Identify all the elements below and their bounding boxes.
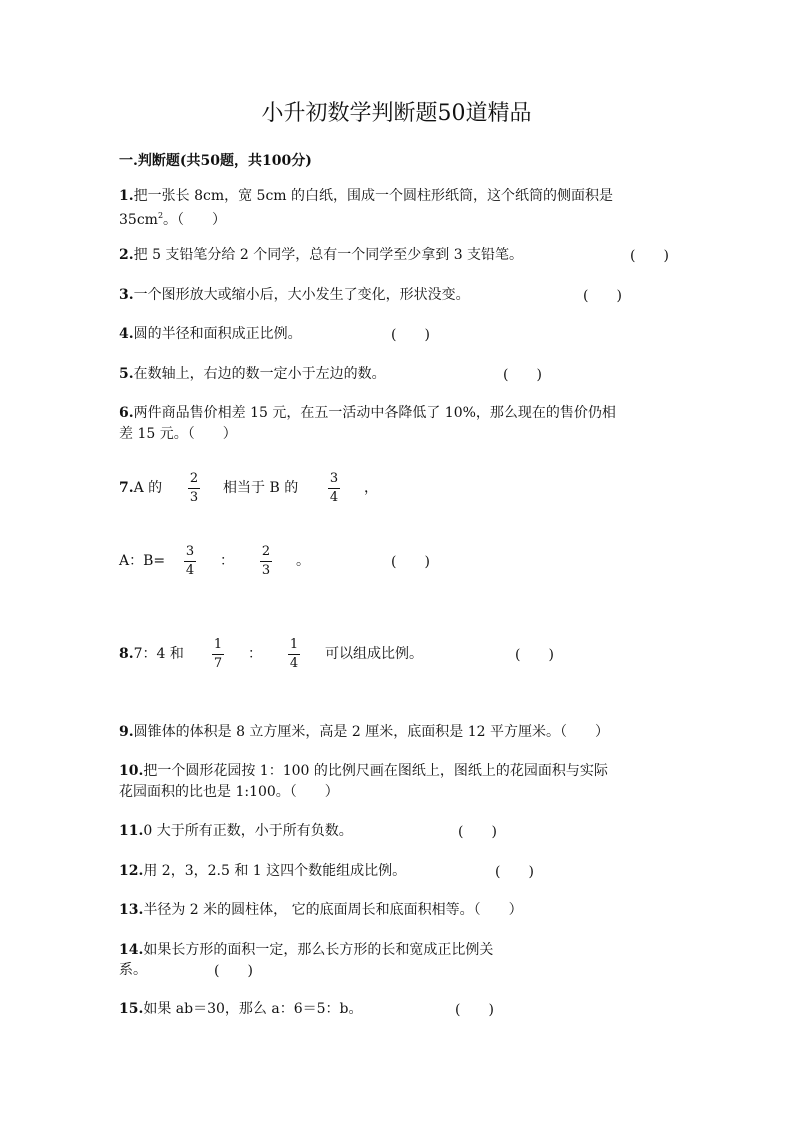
- question-1-line2: [119, 206, 226, 230]
- fraction-two-thirds: [186, 471, 202, 506]
- answer-blank[interactable]: ( ): [495, 864, 534, 880]
- question-13: [119, 900, 523, 920]
- fraction-bar: [260, 561, 272, 562]
- question-text: 差 15 元。（ ）: [119, 426, 237, 442]
- question-7: [119, 478, 162, 498]
- answer-blank[interactable]: ( ): [391, 554, 430, 570]
- denominator: 3: [261, 563, 271, 578]
- answer-blank[interactable]: ( ): [503, 367, 542, 383]
- question-10: [119, 761, 608, 781]
- question-number: 1.: [119, 188, 134, 204]
- question-text: 相当于 B 的: [223, 480, 299, 496]
- denominator: 7: [213, 656, 223, 671]
- fraction-bar: [212, 654, 224, 655]
- question-12: [119, 861, 406, 881]
- question-2: [119, 245, 523, 265]
- ratio-colon: ：: [248, 646, 262, 662]
- question-10-line2: [119, 782, 339, 802]
- ratio-colon: ：: [220, 553, 234, 569]
- question-14: [119, 940, 493, 960]
- question-number: 10.: [119, 763, 144, 779]
- period: 。: [296, 553, 310, 569]
- question-text: 0 大于所有正数，小于所有负数。: [143, 823, 353, 839]
- question-text: 花园面积的比也是 1:100。（ ）: [119, 784, 339, 800]
- question-5: [119, 364, 386, 384]
- question-number: 14.: [119, 942, 144, 958]
- answer-blank[interactable]: ( ): [455, 1002, 494, 1018]
- denominator: 3: [189, 490, 199, 505]
- fraction-bar: [288, 654, 300, 655]
- question-text: 在数轴上，右边的数一定小于左边的数。: [133, 366, 386, 382]
- question-number: 13.: [119, 902, 144, 918]
- question-4: [119, 324, 302, 344]
- question-text: 把一个圆形花园按 1：100 的比例尺画在图纸上，图纸上的花园面积与实际: [143, 763, 608, 779]
- question-3: [119, 285, 470, 305]
- section-heading: 一.判断题(共50题，共100分): [119, 153, 312, 169]
- fraction-bar: [188, 488, 200, 489]
- question-6: [119, 403, 616, 423]
- question-number: 3.: [119, 287, 134, 303]
- question-14-line2: [119, 960, 147, 980]
- numerator: 2: [189, 471, 199, 486]
- question-15: [119, 999, 363, 1019]
- fraction-two-thirds: [258, 544, 274, 579]
- question-number: 12.: [119, 863, 144, 879]
- fraction-three-quarters: [182, 544, 198, 579]
- numerator: 2: [261, 544, 271, 559]
- question-text: 把 5 支铅笔分给 2 个同学，总有一个同学至少拿到 3 支铅笔。: [133, 247, 524, 263]
- question-7-ratio: A：B=: [119, 553, 166, 569]
- question-number: 4.: [119, 326, 134, 342]
- question-number: 6.: [119, 405, 134, 421]
- question-text: A 的: [133, 480, 163, 496]
- question-8: [119, 644, 184, 664]
- answer-blank[interactable]: ( ): [458, 824, 497, 840]
- numerator: 1: [289, 637, 299, 652]
- question-text: 如果长方形的面积一定，那么长方形的长和宽成正比例关: [143, 942, 494, 958]
- question-number: 15.: [119, 1001, 144, 1017]
- answer-blank[interactable]: ( ): [583, 288, 622, 304]
- fraction-bar: [184, 561, 196, 562]
- answer-blank[interactable]: ( ): [214, 963, 253, 979]
- question-text: 系。: [119, 962, 147, 978]
- question-text: 半径为 2 米的圆柱体， 它的底面周长和底面积相等。（ ）: [143, 902, 523, 918]
- denominator: 4: [289, 656, 299, 671]
- question-number: 11.: [119, 823, 144, 839]
- question-number: 8.: [119, 646, 134, 662]
- superscript: 2: [157, 211, 164, 220]
- question-9: [119, 722, 609, 742]
- numerator: 1: [213, 637, 223, 652]
- question-number: 2.: [119, 247, 134, 263]
- question-text: 35cm: [119, 212, 158, 228]
- page-title: 小升初数学判断题50道精品: [261, 101, 532, 126]
- question-number: 9.: [119, 724, 134, 740]
- question-text: 7：4 和: [133, 646, 184, 662]
- question-text: 如果 ab＝30，那么 a：6＝5：b。: [143, 1001, 363, 1017]
- fraction-bar: [328, 488, 340, 489]
- question-text: 圆的半径和面积成正比例。: [133, 326, 302, 342]
- answer-blank[interactable]: ( ): [391, 327, 430, 343]
- question-11: [119, 821, 353, 841]
- fraction-one-quarter: [286, 637, 302, 672]
- question-text: 把一张长 8cm，宽 5cm 的白纸，围成一个圆柱形纸筒，这个纸筒的侧面积是: [133, 188, 614, 204]
- numerator: 3: [329, 471, 339, 486]
- denominator: 4: [329, 490, 339, 505]
- answer-blank: 。（ ）: [163, 212, 227, 228]
- denominator: 4: [185, 563, 195, 578]
- comma: ，: [364, 480, 378, 496]
- question-text: 圆锥体的体积是 8 立方厘米，高是 2 厘米，底面积是 12 平方厘米。（ ）: [133, 724, 609, 740]
- fraction-three-quarters: [326, 471, 342, 506]
- question-6-line2: [119, 424, 237, 444]
- question-text: 一个图形放大或缩小后，大小发生了变化，形状没变。: [133, 287, 470, 303]
- question-text: 两件商品售价相差 15 元，在五一活动中各降低了 10%，那么现在的售价仍相: [133, 405, 616, 421]
- answer-blank[interactable]: ( ): [630, 248, 669, 264]
- answer-blank[interactable]: ( ): [515, 647, 554, 663]
- question-1: [119, 186, 613, 206]
- numerator: 3: [185, 544, 195, 559]
- question-text: 用 2，3，2.5 和 1 这四个数能组成比例。: [143, 863, 407, 879]
- question-number: 5.: [119, 366, 134, 382]
- question-text: 可以组成比例。: [325, 646, 423, 662]
- question-number: 7.: [119, 480, 134, 496]
- fraction-one-seventh: [210, 637, 226, 672]
